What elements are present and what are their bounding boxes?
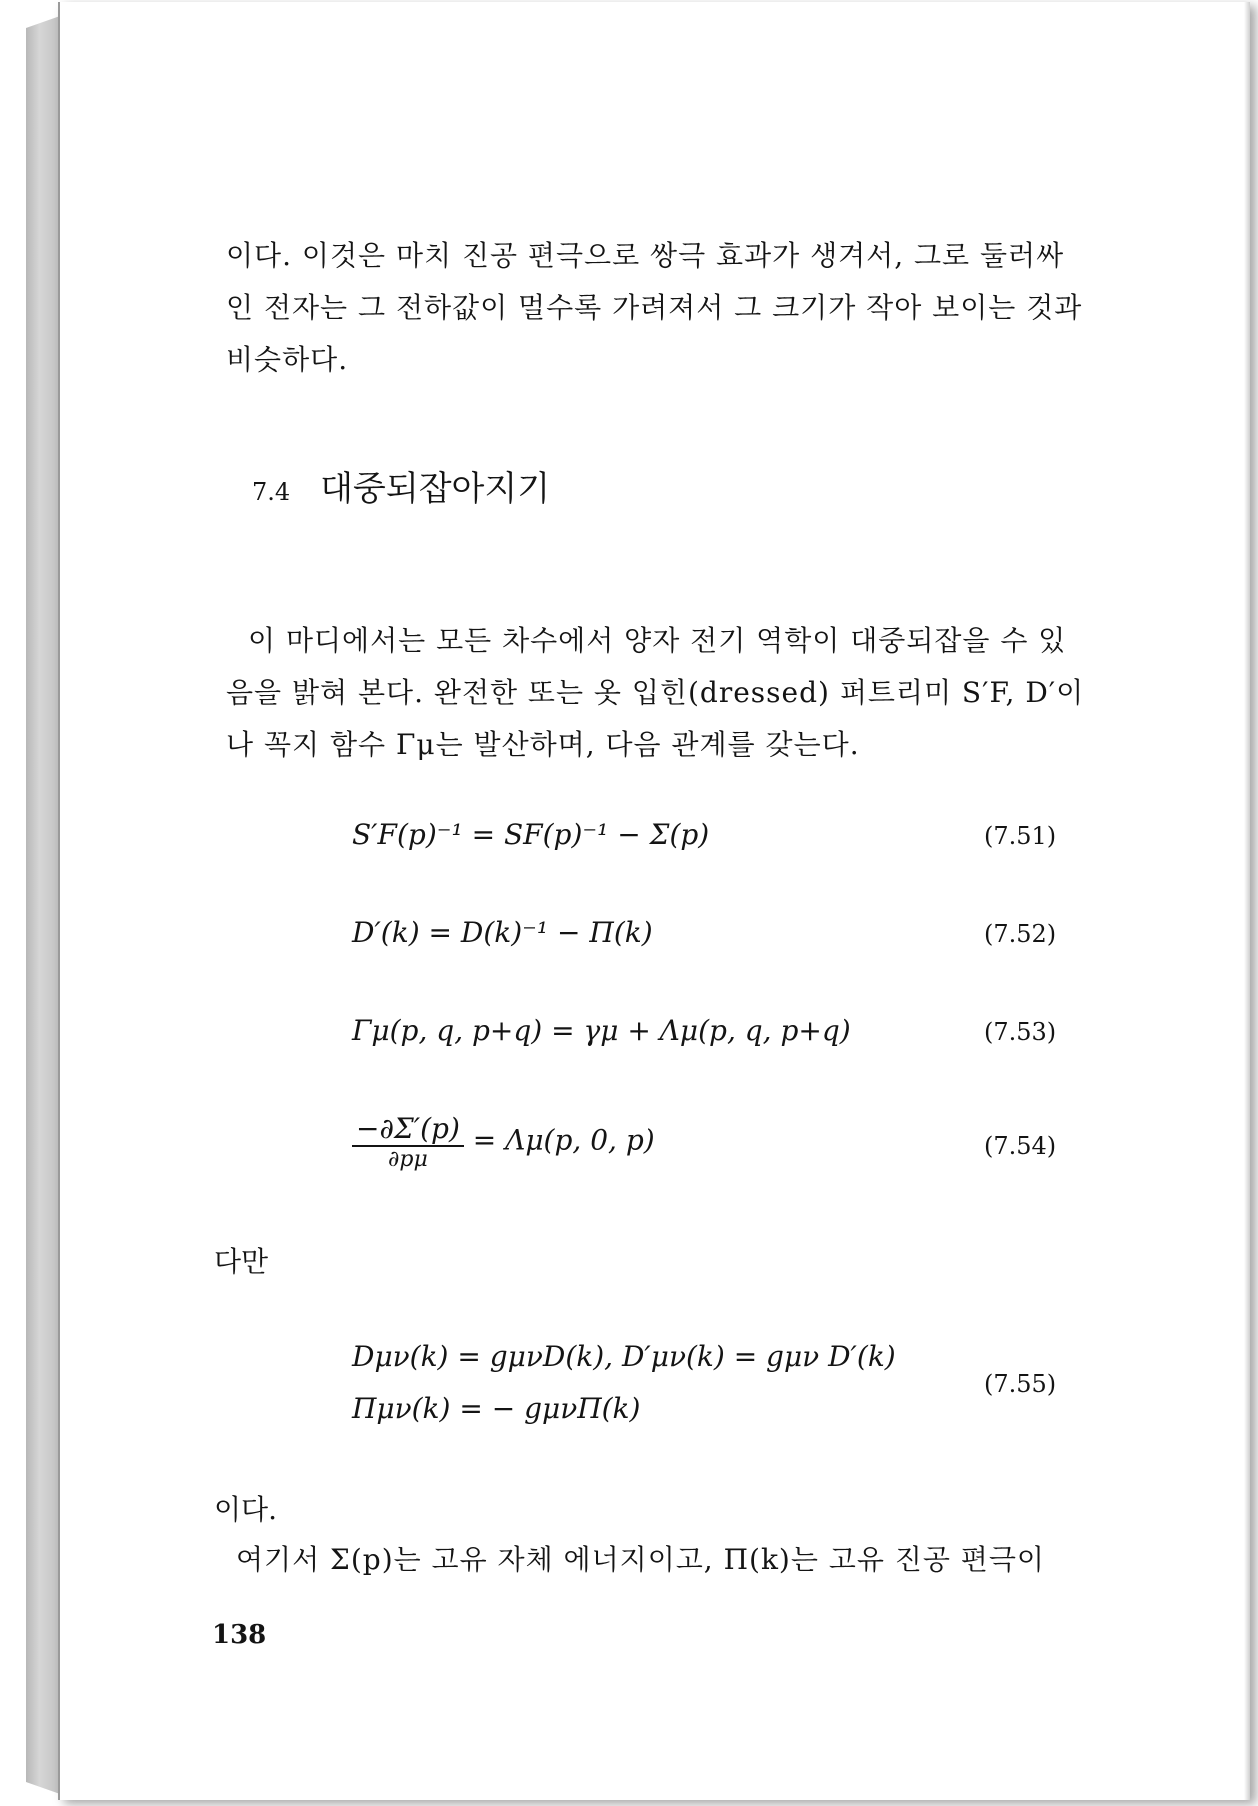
page-edge <box>1244 2 1250 1800</box>
equation-7-53: Γμ(p, q, p+q) = γμ + Λμ(p, q, p+q) <box>352 1014 851 1047</box>
fraction <box>352 1112 464 1172</box>
equation-number: (7.53) <box>984 1018 1057 1046</box>
equation-7-54 <box>352 1112 655 1172</box>
page-number: 138 <box>212 1620 267 1650</box>
equation-number: (7.52) <box>984 920 1057 948</box>
text-line: 나 꼭지 함수 Γμ는 발산하며, 다음 관계를 갖는다. <box>226 728 860 761</box>
text-line: 음을 밝혀 본다. 완전한 또는 옷 입힌(dressed) 퍼트리미 S′F, D′이 <box>226 676 1085 709</box>
paragraph-mid <box>226 615 1086 771</box>
text-line: 이 마디에서는 모든 차수에서 양자 전기 역학이 대중되잡을 수 있 <box>248 624 1067 657</box>
book-spine <box>26 16 60 1794</box>
equation-number: (7.55) <box>984 1370 1057 1398</box>
section-heading <box>252 465 550 516</box>
text-line: 비슷하다. <box>226 343 349 376</box>
paragraph-top <box>226 230 1086 386</box>
text-line: 이다. 이것은 마치 진공 편극으로 쌍극 효과가 생겨서, 그로 둘러싸 <box>226 239 1065 272</box>
fraction-denominator: ∂pμ <box>388 1147 428 1172</box>
text-ida: 이다. <box>214 1493 277 1526</box>
equation-7-52: D′(k) = D(k)⁻¹ − Π(k) <box>352 916 653 949</box>
equation-7-51: S′F(p)⁻¹ = SF(p)⁻¹ − Σ(p) <box>352 818 710 851</box>
text-damon: 다만 <box>214 1245 269 1278</box>
equation-rhs: = Λμ(p, 0, p) <box>472 1123 655 1157</box>
text-last-line: 여기서 Σ(p)는 고유 자체 에너지이고, Π(k)는 고유 진공 편극이 <box>236 1543 1045 1576</box>
equation-number: (7.51) <box>984 822 1057 850</box>
equation-number: (7.54) <box>984 1132 1057 1160</box>
section-title: 대중되잡아지기 <box>320 469 551 509</box>
equation-7-55-line2: Πμν(k) = − gμνΠ(k) <box>352 1392 641 1425</box>
section-number: 7.4 <box>252 478 291 506</box>
text-line: 인 전자는 그 전하값이 멀수록 가려져서 그 크기가 작아 보이는 것과 <box>226 291 1083 324</box>
equation-7-55-line1: Dμν(k) = gμνD(k), D′μν(k) = gμν D′(k) <box>352 1340 896 1373</box>
fraction-numerator: −∂Σ′(p) <box>352 1112 464 1147</box>
